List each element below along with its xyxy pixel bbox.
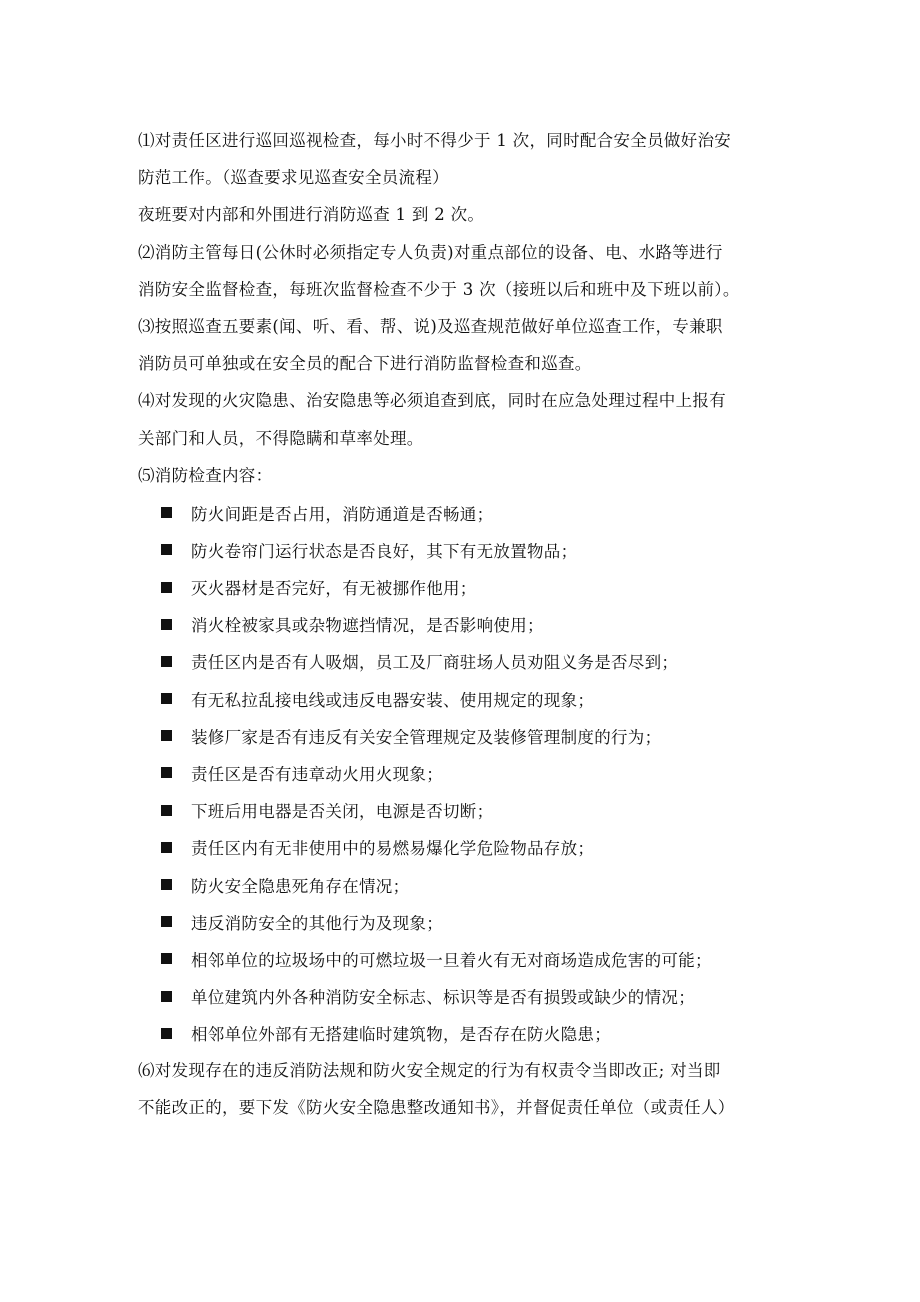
list-item [138, 680, 788, 717]
square-bullet-icon [161, 507, 172, 518]
list-item-text: 消火栓被家具或杂物遮挡情况，是否影响使用； [191, 616, 544, 636]
square-bullet-icon [161, 730, 172, 741]
list-item [138, 940, 788, 977]
text-line: 夜班要对内部和外围进行消防巡查 1 到 2 次。 [138, 205, 485, 225]
list-item-text: 灭火器材是否完好，有无被挪作他用； [191, 579, 477, 598]
paragraph-rectification-order [138, 1052, 788, 1126]
text-line: 消防员可单独或在安全员的配合下进行消防监督检查和巡查。 [138, 354, 592, 374]
square-bullet-icon [161, 991, 172, 1002]
list-item-text: 相邻单位外部有无搭建临时建筑物，是否存在防火隐患； [191, 1025, 611, 1045]
list-item [138, 1015, 788, 1052]
list-item-text: 责任区是否有违章动火用火现象； [191, 764, 443, 784]
square-bullet-icon [161, 842, 172, 853]
square-bullet-icon [161, 767, 172, 778]
square-bullet-icon [161, 953, 172, 964]
list-item [138, 866, 788, 903]
list-item-text: 装修厂家是否有违反有关安全管理规定及装修管理制度的行为； [191, 727, 662, 747]
paragraph-hazard-reporting [138, 382, 788, 456]
list-item-text: 责任区内有无非使用中的易燃易爆化学危险物品存放； [191, 839, 595, 859]
square-bullet-icon [161, 582, 172, 593]
square-bullet-icon [161, 1028, 172, 1039]
text-line: 关部门和人员，不得隐瞒和草率处理。 [138, 428, 424, 448]
list-item [138, 977, 788, 1014]
list-item [138, 531, 788, 568]
list-item-text: 责任区内是否有人吸烟，员工及厂商驻场人员劝阻义务是否尽到； [191, 653, 679, 673]
list-item [138, 829, 788, 866]
square-bullet-icon [161, 805, 172, 816]
list-item-text: 单位建筑内外各种消防安全标志、标识等是否有损毁或缺少的情况； [191, 988, 695, 1008]
list-item [138, 717, 788, 754]
list-item-text: 防火安全隐患死角存在情况； [191, 876, 410, 896]
list-item [138, 903, 788, 940]
bottom-paragraphs [138, 1052, 788, 1126]
square-bullet-icon [161, 916, 172, 927]
list-item-text: 防火间距是否占用，消防通道是否畅通； [191, 504, 494, 524]
text-line: ⑹对发现存在的违反消防法规和防火安全规定的行为有权责令当即改正; 对当即 [138, 1060, 721, 1080]
paragraph-patrol-inspection [138, 122, 788, 196]
paragraph-fire-supervisor [138, 234, 788, 308]
list-item [138, 643, 788, 680]
square-bullet-icon [161, 879, 172, 890]
text-line: 防范工作。（巡查要求见巡查安全员流程） [138, 168, 449, 188]
list-item-text: 违反消防安全的其他行为及现象； [191, 913, 443, 933]
document-body [138, 122, 788, 1126]
square-bullet-icon [161, 693, 172, 704]
paragraph-night-shift [138, 196, 788, 233]
text-line: ⑵消防主管每日(公休时必须指定专人负责)对重点部位的设备、电、水路等进行 [138, 242, 723, 262]
list-item-text: 防火卷帘门运行状态是否良好，其下有无放置物品； [191, 541, 578, 561]
list-item-text: 相邻单位的垃圾场中的可燃垃圾一旦着火有无对商场造成危害的可能； [191, 950, 712, 970]
paragraph-five-elements [138, 308, 788, 382]
list-item-text: 有无私拉乱接电线或违反电器安装、使用规定的现象； [191, 690, 595, 710]
text-line: ⑷对发现的火灾隐患、治安隐患等必须追查到底，同时在应急处理过程中上报有 [138, 391, 726, 411]
inspection-checklist [138, 494, 788, 1052]
text-line: 消防安全监督检查，每班次监督检查不少于 3 次（接班以后和班中及下班以前）。 [138, 279, 740, 299]
text-line: ⑶按照巡查五要素(闻、听、看、帮、说)及巡查规范做好单位巡查工作，专兼职 [138, 317, 723, 337]
square-bullet-icon [161, 656, 172, 667]
square-bullet-icon [161, 619, 172, 630]
list-item [138, 606, 788, 643]
square-bullet-icon [161, 544, 172, 555]
text-line: ⑸消防检查内容： [138, 465, 273, 485]
list-item [138, 754, 788, 791]
list-item [138, 568, 788, 605]
top-paragraphs [138, 122, 788, 494]
list-item [138, 792, 788, 829]
text-line: ⑴对责任区进行巡回巡视检查，每小时不得少于 1 次，同时配合安全员做好治安 [138, 131, 732, 150]
paragraph-inspection-contents-heading [138, 457, 788, 494]
text-line: 不能改正的，要下发《防火安全隐患整改通知书》，并督促责任单位（或责任人） [138, 1098, 735, 1118]
list-item [138, 494, 788, 531]
list-item-text: 下班后用电器是否关闭，电源是否切断； [191, 802, 494, 822]
